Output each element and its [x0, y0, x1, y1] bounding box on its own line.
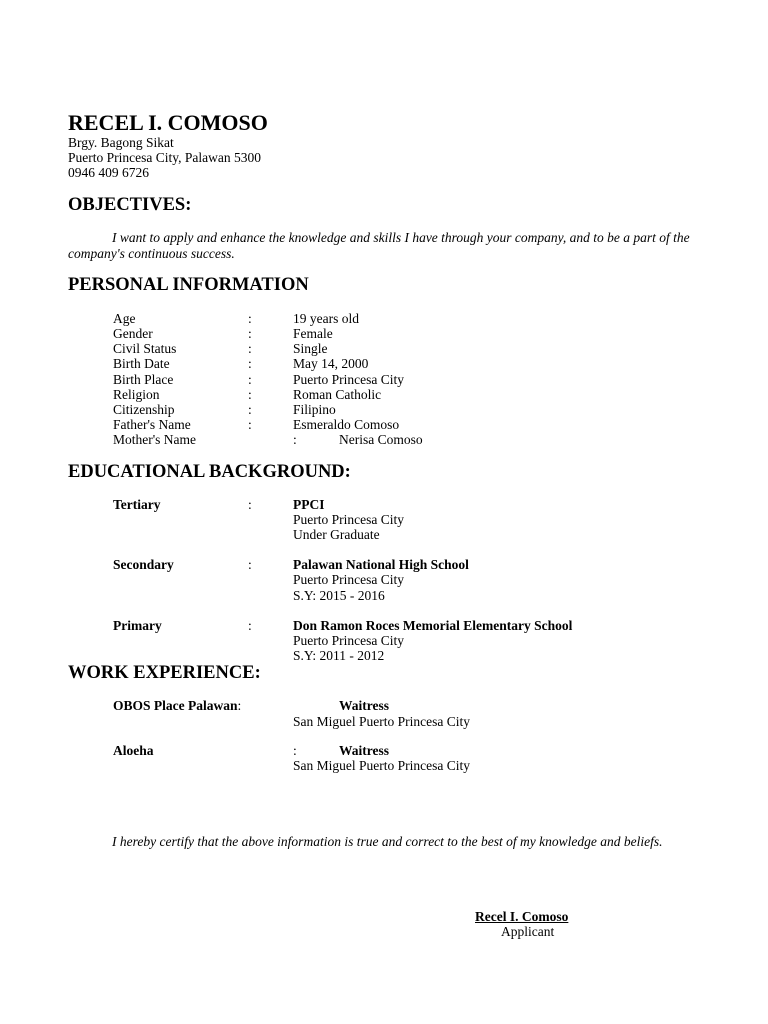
- address-line-1: Brgy. Bagong Sikat: [68, 135, 174, 150]
- education-location-primary: Puerto Princesa City: [293, 633, 404, 648]
- work-position: Waitress: [339, 743, 389, 758]
- personal-label-civil-status: Civil Status: [113, 341, 177, 356]
- work-employer: Aloeha: [113, 743, 154, 758]
- personal-info-heading: PERSONAL INFORMATION: [68, 275, 309, 295]
- personal-label-birth-place: Birth Place: [113, 372, 174, 387]
- education-colon: :: [248, 497, 252, 512]
- personal-colon: :: [248, 387, 252, 402]
- work-entry-1: [113, 698, 241, 713]
- work-location: San Miguel Puerto Princesa City: [293, 714, 470, 729]
- education-school-secondary: Palawan National High School: [293, 557, 469, 572]
- objectives-heading: OBJECTIVES:: [68, 195, 192, 215]
- personal-label-citizenship: Citizenship: [113, 402, 175, 417]
- personal-label-religion: Religion: [113, 387, 160, 402]
- personal-value-mothers-name: Nerisa Comoso: [339, 432, 423, 447]
- education-level-secondary: Secondary: [113, 557, 174, 572]
- personal-label-mothers-name: Mother's Name: [113, 432, 197, 447]
- personal-value-gender: Female: [293, 326, 333, 341]
- phone-number: 0946 409 6726: [68, 165, 149, 180]
- signature-name: Recel I. Comoso: [475, 909, 569, 924]
- work-colon: :: [293, 743, 297, 758]
- personal-label-fathers-name: Father's Name: [113, 417, 191, 432]
- work-heading: WORK EXPERIENCE:: [68, 663, 261, 683]
- education-school-primary: Don Ramon Roces Memorial Elementary School: [293, 618, 573, 633]
- education-level-primary: Primary: [113, 618, 162, 633]
- personal-value-age: 19 years old: [293, 311, 359, 326]
- personal-colon: :: [248, 311, 252, 326]
- personal-value-birth-date: May 14, 2000: [293, 356, 369, 371]
- personal-colon: :: [248, 402, 252, 417]
- personal-colon: :: [293, 432, 297, 447]
- personal-value-fathers-name: Esmeraldo Comoso: [293, 417, 400, 432]
- education-colon: :: [248, 557, 252, 572]
- work-employer: OBOS Place Palawan: [113, 698, 238, 713]
- address-line-2: Puerto Princesa City, Palawan 5300: [68, 150, 261, 165]
- personal-value-religion: Roman Catholic: [293, 387, 382, 402]
- education-location-tertiary: Puerto Princesa City: [293, 512, 404, 527]
- education-heading: EDUCATIONAL BACKGROUND:: [68, 462, 351, 482]
- personal-label-age: Age: [113, 311, 136, 326]
- objectives-text: I want to apply and enhance the knowledge and skills I have through your company, and to be a part of the company's continuous success.: [68, 230, 690, 261]
- personal-value-citizenship: Filipino: [293, 402, 336, 417]
- signature-title: Applicant: [501, 924, 555, 939]
- education-colon: :: [248, 618, 252, 633]
- personal-value-civil-status: Single: [293, 341, 328, 356]
- work-position: Waitress: [339, 698, 389, 713]
- applicant-name: RECEL I. COMOSO: [68, 110, 268, 135]
- personal-colon: :: [248, 417, 252, 432]
- personal-colon: :: [248, 356, 252, 371]
- education-year-secondary: S.Y: 2015 - 2016: [293, 588, 385, 603]
- personal-colon: :: [248, 326, 252, 341]
- education-level-tertiary: Tertiary: [113, 497, 161, 512]
- education-status-tertiary: Under Graduate: [293, 527, 380, 542]
- personal-colon: :: [248, 372, 252, 387]
- certification-text: I hereby certify that the above information is true and correct to the best of my knowledge and beliefs.: [112, 834, 663, 849]
- personal-label-gender: Gender: [113, 326, 153, 341]
- personal-colon: :: [248, 341, 252, 356]
- education-school-tertiary: PPCI: [293, 497, 325, 512]
- work-colon: :: [237, 698, 242, 713]
- education-year-primary: S.Y: 2011 - 2012: [293, 648, 385, 663]
- work-location: San Miguel Puerto Princesa City: [293, 758, 470, 773]
- education-location-secondary: Puerto Princesa City: [293, 572, 404, 587]
- personal-value-birth-place: Puerto Princesa City: [293, 372, 404, 387]
- personal-label-birth-date: Birth Date: [113, 356, 170, 371]
